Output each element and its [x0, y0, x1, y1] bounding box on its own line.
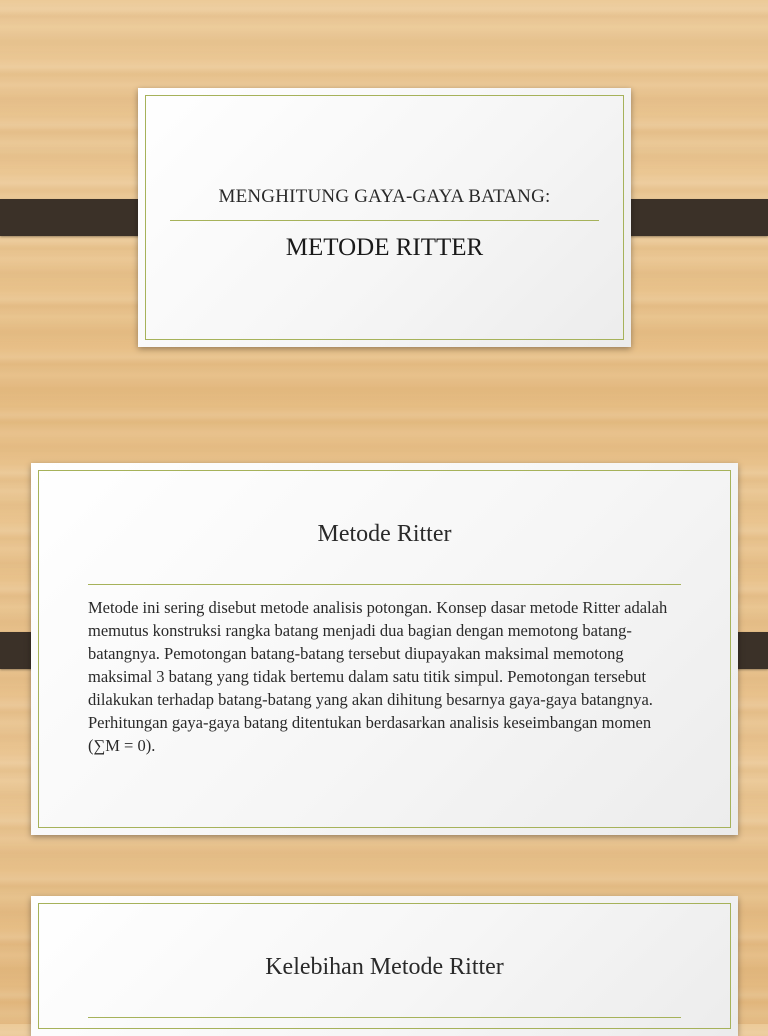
band-right-1 [613, 199, 768, 236]
slide-heading: Kelebihan Metode Ritter [265, 954, 504, 980]
slide-body-text: Metode ini sering disebut metode analisis potongan. Konsep dasar metode Ritter adalah memutus konstruksi rangka batang menjadi dua bagian dengan memotong batang-batangnya. Pemotongan batang-batang tersebut diupayakan maksimal memotong maksimal 3 batang yang tidak bertemu dalam satu titik simpul. Pemotongan tersebut dilakukan terhadap batang-batang yang akan dihitung besarnya gaya-gaya batangnya. Perhitungan gaya-gaya batang ditentukan berdasarkan analisis keseimbangan momen (∑M = 0). [88, 598, 668, 755]
divider [88, 584, 681, 585]
band-left-1 [0, 199, 155, 236]
slide-heading: Metode Ritter [317, 521, 452, 547]
slide-metode-ritter[interactable] [31, 463, 738, 835]
divider [170, 220, 599, 221]
slide-kelebihan[interactable] [31, 896, 738, 1036]
divider [88, 1017, 681, 1018]
slide-frame [145, 95, 624, 340]
slide-title[interactable] [138, 88, 631, 347]
slide-main-title: METODE RITTER [285, 234, 484, 261]
slide-subtitle: MENGHITUNG GAYA-GAYA BATANG: [218, 186, 551, 207]
